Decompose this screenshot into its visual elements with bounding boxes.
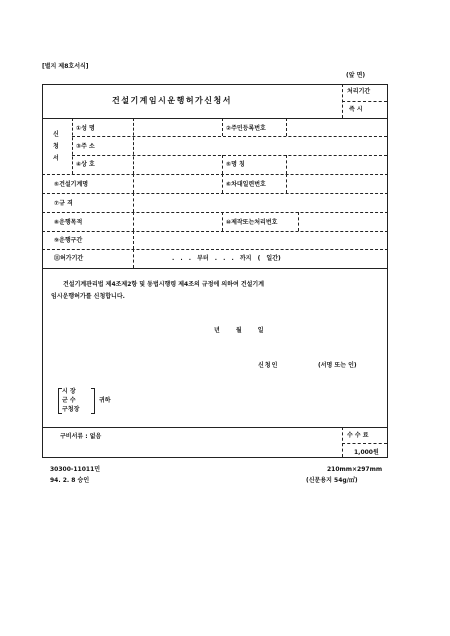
attachments-label: 구비서류 : 없음 xyxy=(60,433,102,440)
footer-paper-size: 210mm×297mm xyxy=(327,466,383,473)
route-label: ⑨운행구간 xyxy=(54,237,83,244)
period-value: . . . 부터 . . . 까지 ( 일간) xyxy=(172,255,281,262)
authority-bracket-right xyxy=(91,388,95,414)
applicant-group-label-3: 서 xyxy=(53,155,59,162)
date-label: 년 월 일 xyxy=(214,327,264,334)
processing-period-value: 즉 시 xyxy=(349,106,363,113)
period-label: ⑪허가기간 xyxy=(54,255,84,262)
authority-county: 군 수 xyxy=(62,397,76,404)
purpose-label: ⑧운행목적 xyxy=(54,219,83,226)
machine-name-label: ⑤건설기계명 xyxy=(54,181,89,188)
trade-name-label: ④상 호 xyxy=(76,161,95,168)
company-label: ⑤명 칭 xyxy=(226,161,245,168)
spec-label: ⑦규 격 xyxy=(54,200,73,207)
signature-label: (서명 또는 인) xyxy=(318,362,357,369)
statement-line-2: 임시운행허가를 신청합니다. xyxy=(51,293,125,300)
processing-period-label: 처리기간 xyxy=(347,88,371,95)
fee-label: 수 수 료 xyxy=(347,432,369,439)
chassis-no-label: ⑥차대일련번호 xyxy=(226,181,266,188)
addressee-suffix: 귀하 xyxy=(99,397,111,404)
form-number: [별지 제8호서식] xyxy=(42,63,89,70)
footer-form-code: 30300-11011민 xyxy=(50,466,101,473)
footer-approval-date: 94. 2. 8 승인 xyxy=(50,477,90,484)
authority-district: 구청장 xyxy=(62,406,80,413)
statement-line-1: 건설기계관리법 제4조제2항 및 동법시행령 제4조의 규정에 의하여 건설기계 xyxy=(63,281,265,288)
address-label: ③주 소 xyxy=(76,143,95,150)
footer-paper-type: (신문용지 54g/㎡) xyxy=(306,477,358,484)
form-title: 건설기계임시운행허가신청서 xyxy=(112,96,232,105)
authority-bracket-left xyxy=(58,388,62,414)
sheet-side: (앞 면) xyxy=(346,72,366,79)
resident-no-label: ②주민등록번호 xyxy=(226,125,266,132)
applicant-group-label-1: 신 xyxy=(53,131,59,138)
authority-mayor: 시 장 xyxy=(62,388,76,395)
applicant-group-label-2: 청 xyxy=(53,143,59,150)
delivery-no-label: ⑩제작또는처리번호 xyxy=(226,219,278,226)
name-label: ①성 명 xyxy=(76,125,95,132)
fee-value: 1,000원 xyxy=(354,449,379,456)
applicant-label: 신청인 xyxy=(258,362,279,369)
